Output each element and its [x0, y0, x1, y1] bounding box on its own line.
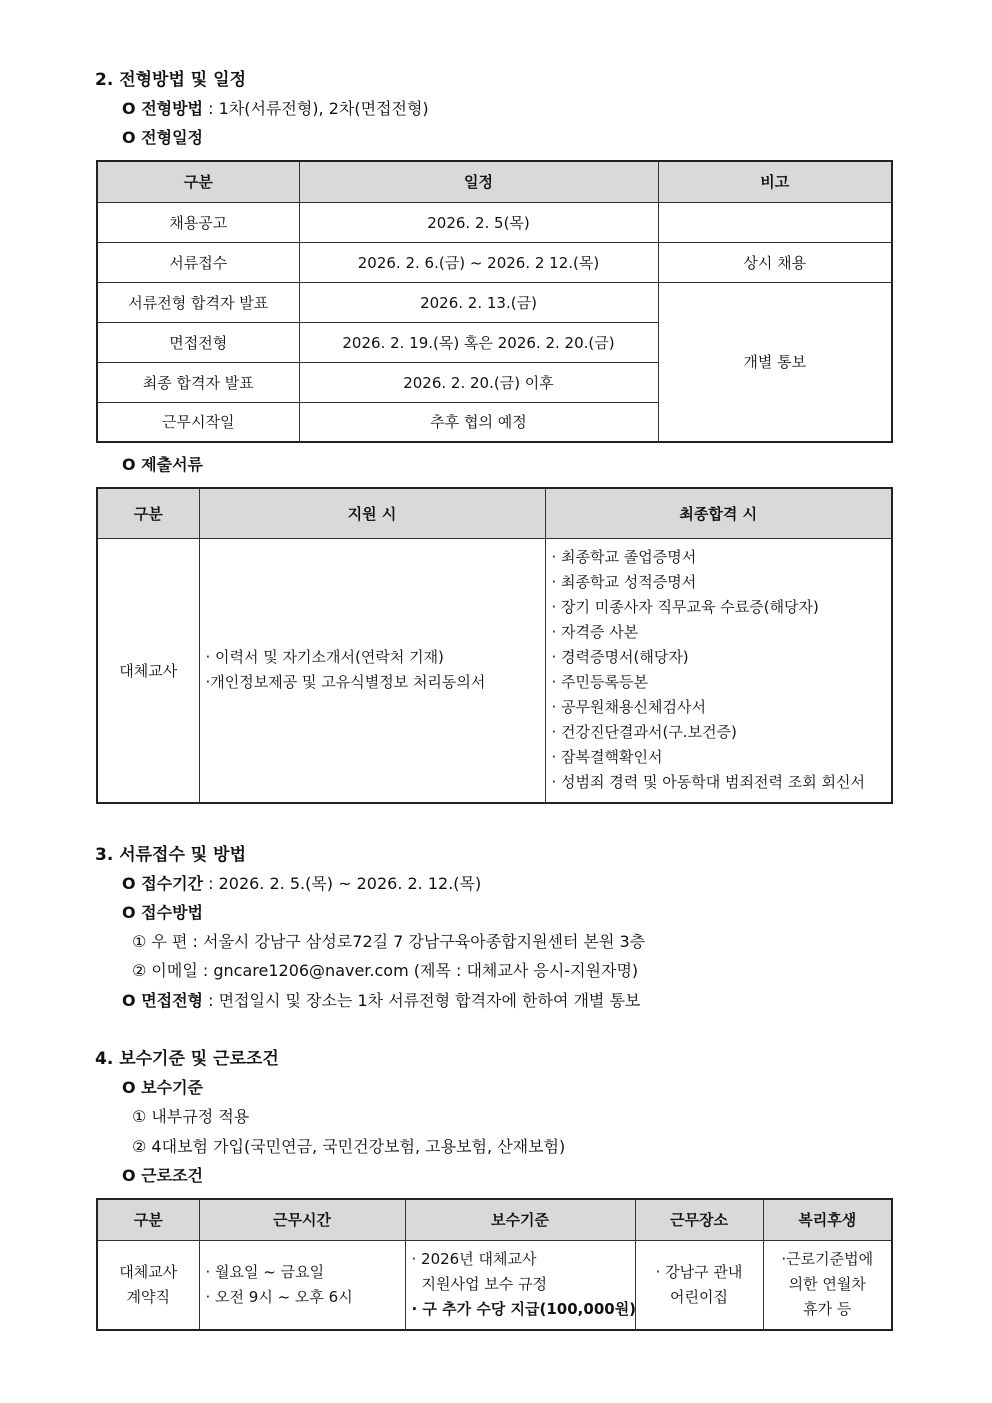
work-time-line: · 월요일 ~ 금요일	[205, 1262, 325, 1281]
table-row	[97, 1240, 892, 1330]
docs-final-item: · 최종학교 성적증명서	[551, 573, 697, 592]
period-line	[122, 874, 481, 894]
docs-final-item: · 경력증명서(해당자)	[551, 648, 689, 667]
schedule-date: 2026. 2. 20.(금) 이후	[299, 362, 658, 402]
section-4-title: 4. 보수기준 및 근로조건	[95, 1049, 279, 1069]
work-time-cell	[199, 1240, 405, 1330]
schedule-date: 2026. 2. 19.(목) 혹은 2026. 2. 20.(금)	[299, 322, 658, 362]
work-header-welfare: 복리후생	[763, 1199, 892, 1240]
docs-final-item: · 최종학교 졸업증명서	[551, 548, 697, 567]
section-2-title: 2. 전형방법 및 일정	[95, 70, 246, 90]
work-cat-line: 대체교사	[119, 1262, 178, 1281]
docs-label: O 제출서류	[122, 455, 203, 474]
method-line	[122, 99, 429, 119]
table-row	[97, 282, 892, 322]
interview-label: O 면접전형	[122, 991, 204, 1010]
docs-header-final: 최종합격 시	[545, 488, 892, 538]
work-pay-line: 지원사업 보수 규정	[421, 1275, 547, 1294]
work-time-line: · 오전 9시 ~ 오후 6시	[205, 1287, 353, 1306]
docs-final-item: · 장기 미종사자 직무교육 수료증(해당자)	[551, 598, 819, 617]
docs-table	[96, 487, 893, 804]
docs-cat: 대체교사	[97, 538, 199, 803]
docs-final-item: · 건강진단결과서(구.보건증)	[551, 723, 737, 742]
work-welfare-cell	[763, 1240, 892, 1330]
interview-text: : 면접일시 및 장소는 1차 서류전형 합격자에 한하여 개별 통보	[203, 991, 641, 1010]
work-welfare-line: 의한 연월차	[788, 1275, 866, 1294]
schedule-header-cat: 구분	[97, 161, 299, 202]
schedule-cat: 서류접수	[97, 242, 299, 282]
docs-final-item: · 성범죄 경력 및 아동학대 범죄전력 조회 회신서	[551, 773, 865, 792]
schedule-cat: 면접전형	[97, 322, 299, 362]
work-place-line: · 강남구 관내	[655, 1262, 743, 1281]
interview-line	[122, 991, 640, 1011]
work-table	[96, 1198, 893, 1331]
docs-final-item: · 잠복결핵확인서	[551, 748, 663, 767]
period-label: O 접수기간	[122, 874, 204, 893]
work-header-place: 근무장소	[635, 1199, 763, 1240]
schedule-date: 추후 협의 예정	[299, 402, 658, 442]
work-welfare-line: 휴가 등	[803, 1300, 852, 1319]
docs-final-item: · 공무원채용신체검사서	[551, 698, 706, 717]
schedule-note: 상시 채용	[658, 242, 892, 282]
schedule-date: 2026. 2. 6.(금) ~ 2026. 2 12.(목)	[299, 242, 658, 282]
work-header-pay: 보수기준	[405, 1199, 635, 1240]
table-row	[97, 202, 892, 242]
schedule-date: 2026. 2. 5(목)	[299, 202, 658, 242]
schedule-date: 2026. 2. 13.(금)	[299, 282, 658, 322]
table-row	[97, 242, 892, 282]
docs-apply-item: · 이력서 및 자기소개서(연락처 기재)	[205, 648, 444, 667]
docs-header-apply: 지원 시	[199, 488, 545, 538]
period-text: : 2026. 2. 5.(목) ~ 2026. 2. 12.(목)	[203, 874, 482, 893]
pay-label: O 보수기준	[122, 1078, 203, 1097]
docs-apply-item: ·개인정보제공 및 고유식별정보 처리동의서	[205, 673, 486, 692]
work-label: O 근로조건	[122, 1166, 203, 1185]
table-row	[97, 538, 892, 803]
schedule-note	[658, 202, 892, 242]
email-address: ② 이메일 : gncare1206@naver.com (제목 : 대체교사 응시-지원자명)	[132, 961, 639, 980]
post-address: ① 우 편 : 서울시 강남구 삼성로72길 7 강남구육아종합지원센터 본원 3층	[132, 932, 646, 951]
schedule-cat: 근무시작일	[97, 402, 299, 442]
schedule-cat: 최종 합격자 발표	[97, 362, 299, 402]
work-place-line: 어린이집	[670, 1287, 728, 1306]
work-cat-cell	[97, 1240, 199, 1330]
work-header-time: 근무시간	[199, 1199, 405, 1240]
schedule-cat: 채용공고	[97, 202, 299, 242]
work-header-cat: 구분	[97, 1199, 199, 1240]
work-pay-allowance: · 구 추가 수당 지급(100,000원)	[411, 1300, 637, 1319]
work-place-cell	[635, 1240, 763, 1330]
docs-apply-cell	[199, 538, 545, 803]
docs-final-item: · 주민등록등본	[551, 673, 648, 692]
section-3-title: 3. 서류접수 및 방법	[95, 845, 246, 865]
docs-header-cat: 구분	[97, 488, 199, 538]
docs-final-item: · 자격증 사본	[551, 623, 639, 642]
schedule-header-date: 일정	[299, 161, 658, 202]
schedule-label: O 전형일정	[122, 128, 203, 147]
schedule-merged-note: 개별 통보	[658, 282, 892, 442]
work-cat-line: 계약직	[126, 1287, 170, 1306]
docs-final-cell	[545, 538, 892, 803]
receipt-method-label: O 접수방법	[122, 903, 203, 922]
method-text: : 1차(서류전형), 2차(면접전형)	[203, 99, 429, 118]
schedule-table	[96, 160, 893, 443]
method-label: O 전형방법	[122, 99, 204, 118]
pay-item-2: ② 4대보험 가입(국민연금, 국민건강보험, 고용보험, 산재보험)	[132, 1137, 566, 1156]
schedule-header-note: 비고	[658, 161, 892, 202]
work-welfare-line: ·근로기준법에	[781, 1250, 874, 1269]
work-pay-cell	[405, 1240, 635, 1330]
schedule-cat: 서류전형 합격자 발표	[97, 282, 299, 322]
work-pay-line: · 2026년 대체교사	[411, 1250, 537, 1269]
pay-item-1: ① 내부규정 적용	[132, 1107, 250, 1126]
